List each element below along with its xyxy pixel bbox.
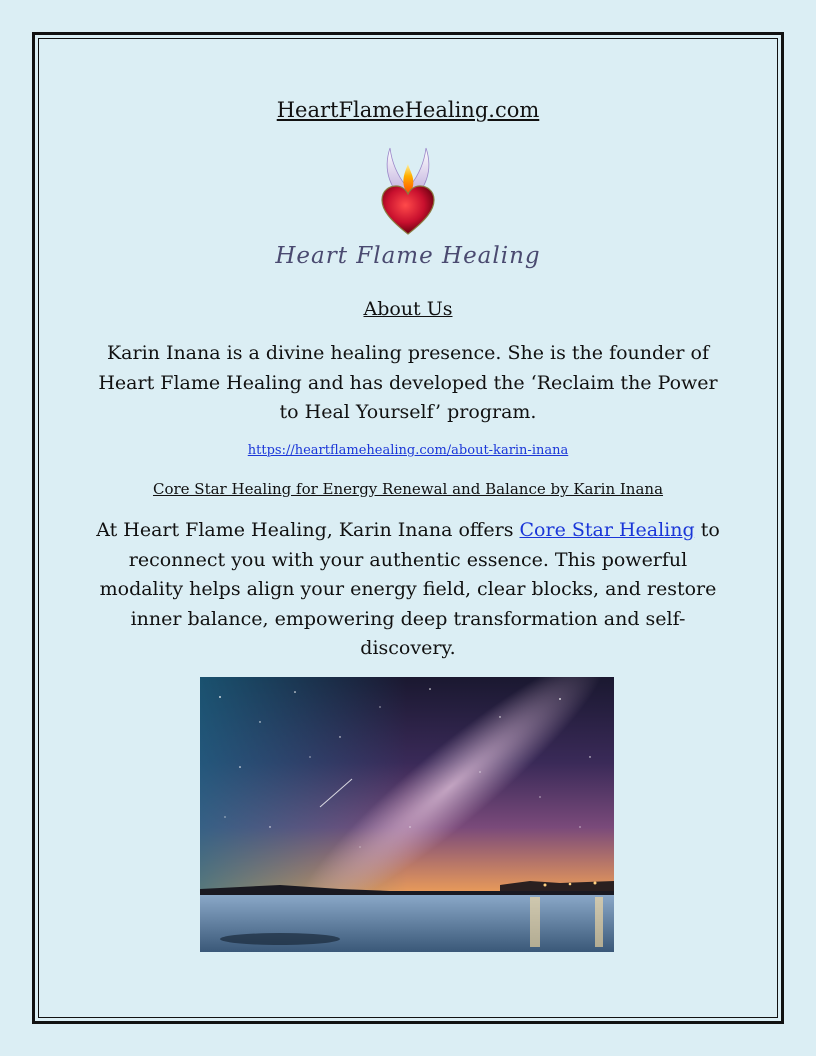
about-heading: About Us (363, 298, 453, 320)
night-sky-milky-way-image (200, 677, 614, 952)
about-link[interactable]: https://heartflamehealing.com/about-karin-inana (247, 443, 569, 458)
site-title[interactable]: HeartFlameHealing.com (276, 98, 540, 122)
core-star-text-after: to reconnect you with your authentic essence. This powerful modality helps align your energy field, clear blocks, and restore inner balance, empowering deep transformation and self-discovery. (99, 519, 720, 659)
core-star-text-before: At Heart Flame Healing, Karin Inana offers (96, 519, 520, 541)
core-star-healing-link[interactable]: Core Star Healing (519, 519, 695, 541)
about-paragraph: Karin Inana is a divine healing presence. She is the founder of Heart Flame Healing and has developed the ‘Reclaim the Power to Heal Yourself’ program. (98, 342, 718, 423)
logo-text: Heart Flame Healing (275, 243, 541, 269)
core-star-paragraph (90, 516, 726, 664)
core-star-heading: Core Star Healing for Energy Renewal and Balance by Karin Inana (152, 480, 664, 498)
heart-flame-logo-icon (374, 142, 442, 238)
